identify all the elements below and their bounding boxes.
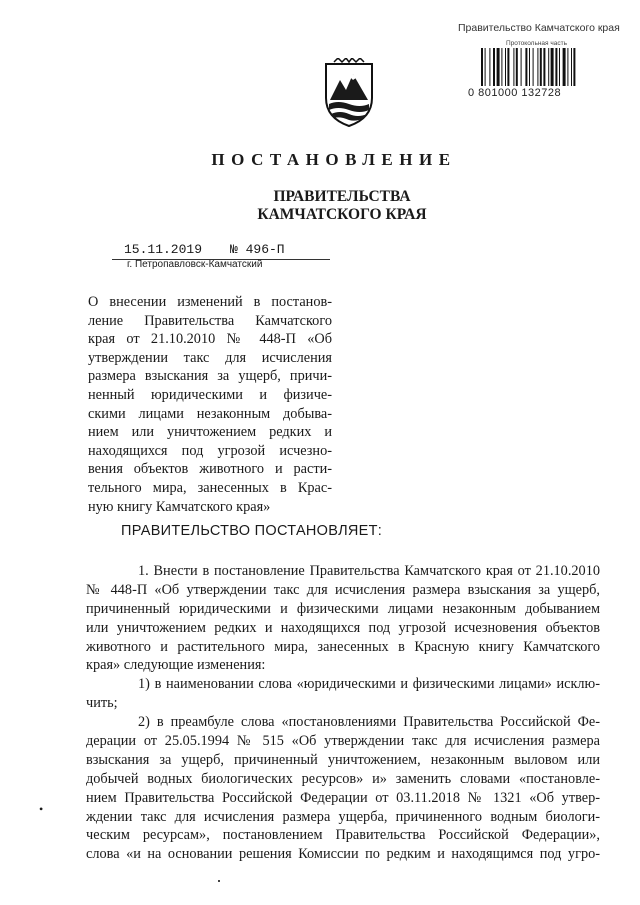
body-line: 1. Внести в постановление Правительства Камчатского края от 21.10.2010 <box>138 563 600 579</box>
binding-mark: • <box>39 802 44 816</box>
body-line: слова «и на основании решения Комиссии по редким и находящимся под угро- <box>86 846 600 863</box>
issuer-line-2: КАМЧАТСКОГО КРАЯ <box>257 206 427 223</box>
kamchatka-coat-of-arms-icon <box>320 58 378 128</box>
subject-line: ление Правительства Камчатского <box>88 312 332 329</box>
issuer-line-1: ПРАВИТЕЛЬСТВА <box>273 188 411 205</box>
subject-line: вения объектов животного и расти- <box>88 461 332 478</box>
body-line: № 448-П «Об утверждении такс для исчисления размера взыскания за ущерб, <box>86 581 600 598</box>
document-subject <box>88 293 332 516</box>
body-line: 1) в наименовании слова «юридическими и физическими лицами» исклю- <box>138 676 600 693</box>
body-line: взыскания за ущерб, причиненный уничтожением, незаконным выловом или <box>86 751 600 768</box>
barcode-icon <box>481 48 599 86</box>
body-line: добычей водных биологических ресурсов» и» заменить словами «постановле- <box>86 770 600 787</box>
decree-heading: ПРАВИТЕЛЬСТВО ПОСТАНОВЛЯЕТ: <box>121 523 383 539</box>
barcode-number: 0 801000 132728 <box>468 87 562 99</box>
body-line: края» следующие изменения: <box>86 657 266 674</box>
document-number: № 496-П <box>230 242 285 257</box>
subject-line: О внесении изменений в постанов- <box>88 294 332 310</box>
subject-line: края от 21.10.2010 № 448-П «Об <box>88 331 332 348</box>
scan-speck <box>218 880 220 882</box>
subject-line: ную книгу Камчатского края» <box>88 498 271 515</box>
subject-line: утверждении такс для исчисления <box>88 349 332 366</box>
body-line: ческим ресурсам», постановлением Правительства Российской Федерации», <box>86 827 600 844</box>
subject-line: находящихся под угрозой исчезно- <box>88 442 332 459</box>
body-line: дерации от 25.05.1994 № 515 «Об утверждении такс для исчисления размера <box>86 733 600 750</box>
document-place: г. Петропавловск-Камчатский <box>127 259 263 270</box>
stamp-organization: Правительство Камчатского края <box>458 22 620 34</box>
subject-line: нием или уничтожением редких и <box>88 424 332 441</box>
subject-line: скими лицами незаконным добыва- <box>88 405 332 422</box>
body-line: 2) в преамбуле слова «постановлениями Правительства Российской Фе- <box>138 714 600 731</box>
subject-line: тельного мира, занесенных в Крас- <box>88 479 332 496</box>
body-line: нием Правительства Российской Федерации от 03.11.2018 № 1321 «Об утвер- <box>86 789 600 806</box>
document-date: 15.11.2019 <box>124 242 203 257</box>
body-line: животного и растительного мира, занесенных в Красную книгу Камчатского <box>86 638 600 655</box>
subject-line: ненный юридическими и физиче- <box>88 386 332 403</box>
body-line: причиненный юридическими и физическими лицами незаконным добыванием <box>86 600 600 617</box>
document-title: ПОСТАНОВЛЕНИЕ <box>211 150 457 169</box>
document-body <box>86 562 600 864</box>
subject-line: размера взыскания за ущерб, причи- <box>88 368 332 385</box>
body-line: чить; <box>86 695 118 712</box>
stamp-subtitle: Протокольная часть <box>506 40 567 47</box>
body-line: или уничтожением редких и находящихся под угрозой исчезновения объектов <box>86 619 600 636</box>
body-line: ждении такс для исчисления размера ущерба, причиненного водным биологи- <box>86 808 600 825</box>
